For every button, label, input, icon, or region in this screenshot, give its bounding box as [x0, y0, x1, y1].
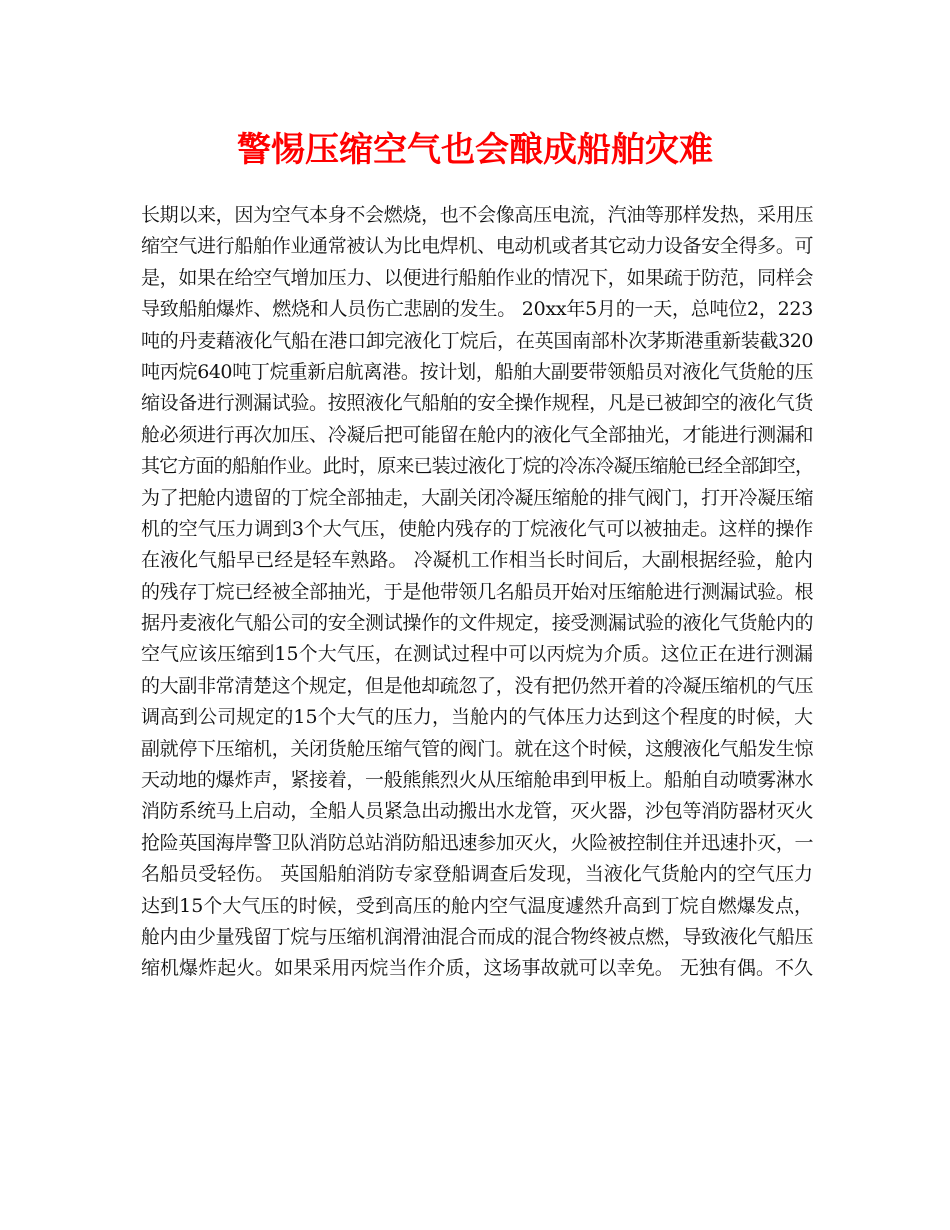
body-line: 天动地的爆炸声，紧接着，一般熊熊烈火从压缩舱串到甲板上。船舶自动喷雾淋水 [141, 769, 813, 792]
document-body [141, 200, 813, 985]
body-line: 消防系统马上启动，全船人员紧急出动搬出水龙管，灭火器，沙包等消防器材灭火 [141, 800, 813, 823]
body-line: 在液化气船早已经是轻车熟路。 冷凝机工作相当长时间后，大副根据经验，舱内 [141, 549, 813, 572]
body-line: 其它方面的船舶作业。此时，原来已装过液化丁烷的冷冻冷凝压缩舱已经全部卸空， [141, 455, 813, 478]
body-line: 抢险英国海岸警卫队消防总站消防船迅速参加灭火，火险被控制住并迅速扑灭，一 [141, 831, 813, 854]
body-line: 为了把舱内遗留的丁烷全部抽走，大副关闭冷凝压缩舱的排气阀门，打开冷凝压缩 [141, 486, 813, 509]
body-line: 调高到公司规定的15个大气的压力，当舱内的气体压力达到这个程度的时候，大 [141, 706, 813, 729]
document-title: 警惕压缩空气也会酿成船舶灾难 [237, 130, 713, 170]
body-line: 的大副非常清楚这个规定，但是他却疏忽了，没有把仍然开着的冷凝压缩机的气压 [141, 674, 813, 697]
body-line: 缩空气进行船舶作业通常被认为比电焊机、电动机或者其它动力设备安全得多。可 [141, 235, 813, 258]
body-line: 机的空气压力调到3个大气压，使舱内残存的丁烷液化气可以被抽走。这样的操作 [141, 517, 813, 540]
body-line: 达到15个大气压的时候，受到高压的舱内空气温度遽然升高到丁烷自燃爆发点， [141, 894, 813, 917]
body-line: 缩设备进行测漏试验。按照液化气船舶的安全操作规程，凡是已被卸空的液化气货 [141, 392, 813, 415]
body-line: 缩机爆炸起火。如果采用丙烷当作介质，这场事故就可以幸免。 无独有偶。不久 [141, 957, 813, 980]
body-line: 副就停下压缩机，关闭货舱压缩气管的阀门。就在这个时候，这艘液化气船发生惊 [141, 737, 813, 760]
body-line: 名船员受轻伤。 英国船舶消防专家登船调查后发现，当液化气货舱内的空气压力 [141, 863, 813, 886]
body-line: 导致船舶爆炸、燃烧和人员伤亡悲剧的发生。 20xx年5月的一天，总吨位2，223 [141, 298, 814, 321]
body-line: 长期以来，因为空气本身不会燃烧，也不会像高压电流，汽油等那样发热，采用压 [141, 204, 813, 226]
body-line: 舱必须进行再次加压、冷凝后把可能留在舱内的液化气全部抽光，才能进行测漏和 [141, 423, 813, 446]
body-line: 空气应该压缩到15个大气压，在测试过程中可以丙烷为介质。这位正在进行测漏 [141, 643, 813, 666]
body-line: 吨的丹麦藉液化气船在港口卸完液化丁烷后，在英国南部朴次茅斯港重新装截320 [141, 329, 813, 352]
body-line: 是，如果在给空气增加压力、以便进行船舶作业的情况下，如果疏于防范，同样会 [141, 266, 813, 289]
body-line: 吨丙烷640吨丁烷重新启航离港。按计划，船舶大副要带领船员对液化气货舱的压 [141, 360, 813, 383]
body-line: 的残存丁烷已经被全部抽光，于是他带领几名船员开始对压缩舱进行测漏试验。根 [141, 580, 813, 603]
body-line: 据丹麦液化气船公司的安全测试操作的文件规定，接受测漏试验的液化气货舱内的 [141, 612, 813, 635]
body-line: 舱内由少量残留丁烷与压缩机润滑油混合而成的混合物终被点燃，导致液化气船压 [141, 925, 813, 948]
